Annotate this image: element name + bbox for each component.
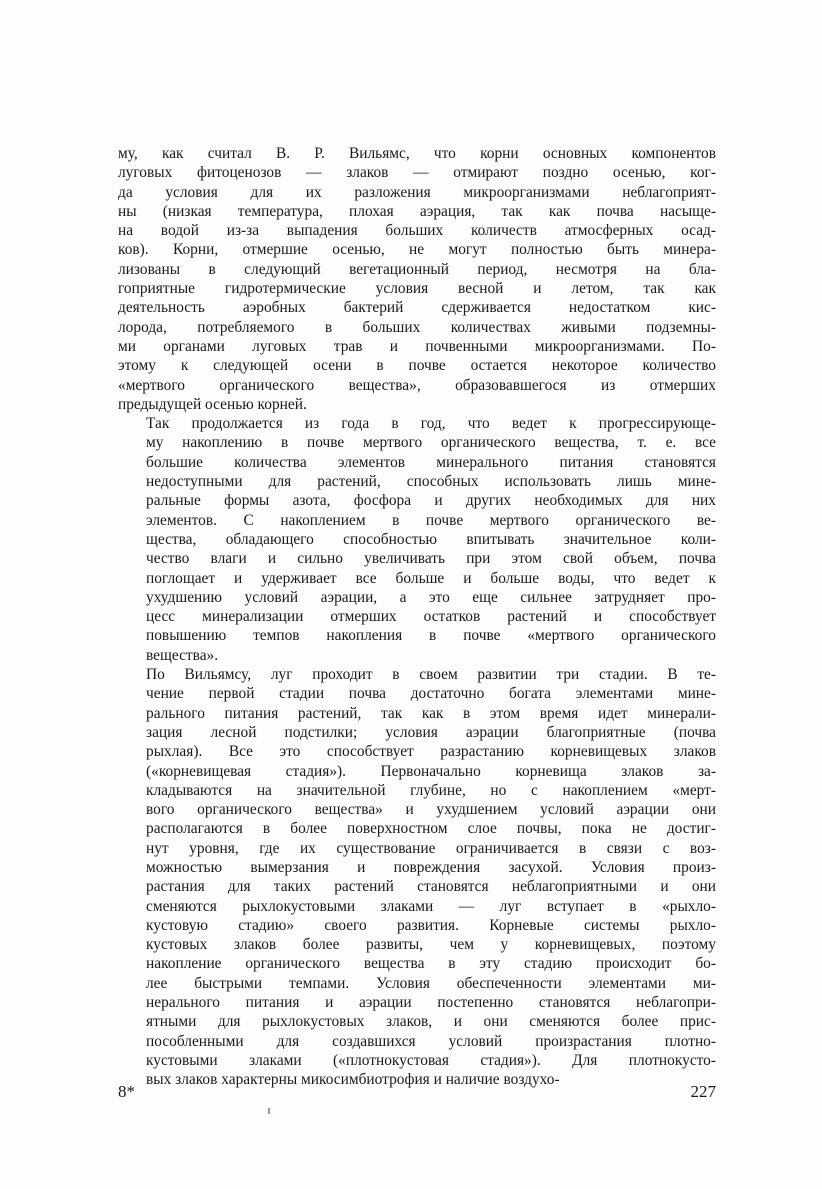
text-line: му накоплению в почве мертвого органического вещества, т. е. все: [146, 434, 716, 452]
text-line: («корневищевая стадия»). Первоначально корневища злаков за-: [146, 762, 716, 780]
paragraph: [118, 414, 716, 665]
text-line: гоприятные гидротермические условия весной и летом, так как: [118, 280, 716, 298]
text-line: можностью вымерзания и повреждения засухой. Условия произ-: [146, 858, 716, 876]
text-line: предыдущей осенью корней.: [118, 395, 307, 413]
text-line: ков). Корни, отмершие осенью, не могут полностью быть минера-: [118, 241, 716, 259]
text-line: этому к следующей осени в почве остается некоторое количество: [118, 357, 716, 375]
text-line: кладываются на значительной глубине, но с накоплением «мерт-: [146, 781, 716, 799]
text-line: вещества».: [146, 646, 219, 664]
text-line: кустовых злаков более развиты, чем у корневищевых, поэтому: [146, 936, 716, 954]
text-line: накопление органического вещества в эту стадию происходит бо-: [146, 955, 716, 973]
text-line: вых злаков характерны микосимбиотрофия и наличие воздухо-: [146, 1071, 560, 1089]
text-line: кустовую стадию» своего развития. Корневые системы рыхло-: [146, 916, 716, 934]
page-footer: [118, 1082, 716, 1106]
text-line: нут уровня, где их существование ограничивается в связи с воз-: [146, 839, 716, 857]
text-line: да условия для их разложения микроорганизмами неблагоприят-: [118, 183, 716, 201]
text-line: ятными для рыхлокустовых злаков, и они сменяются более прис-: [146, 1013, 716, 1031]
text-line: лее быстрыми темпами. Условия обеспеченности элементами ми-: [146, 974, 716, 992]
text-line: Так продолжается из года в год, что ведет к прогрессирующе-: [146, 415, 716, 433]
text-line: «мертвого органического вещества», образовавшегося из отмерших: [118, 376, 716, 394]
text-line: пособленными для создавшихся условий произрастания плотно-: [146, 1032, 716, 1050]
text-line: лизованы в следующий вегетационный период, несмотря на бла-: [118, 260, 716, 278]
text-line: повышению темпов накопления в почве «мертвого органического: [146, 627, 716, 645]
print-speck: [268, 1108, 270, 1114]
text-line: кустовыми злаками («плотнокустовая стадия»). Для плотнокусто-: [146, 1051, 716, 1069]
signature-mark: 8*: [118, 1082, 135, 1101]
text-line: вого органического вещества» и ухудшением условий аэрации они: [146, 801, 716, 819]
text-line: му, как считал В. Р. Вильямс, что корни основных компонентов: [118, 145, 716, 162]
text-line: щества, обладающего способностью впитывать значительное коли-: [146, 530, 716, 548]
body-text: [118, 144, 716, 1090]
text-line: сменяются рыхлокустовыми злаками — луг вступает в «рыхло-: [146, 897, 716, 915]
text-line: растания для таких растений становятся неблагоприятными и они: [146, 878, 716, 896]
text-line: По Вильямсу, луг проходит в своем развитии три стадии. В те-: [146, 666, 716, 684]
text-line: лорода, потребляемого в больших количествах живыми подземны-: [118, 318, 716, 336]
text-line: чество влаги и сильно увеличивать при этом свой объем, почва: [146, 550, 716, 568]
text-line: располагаются в более поверхностном слое почвы, пока не достиг-: [146, 820, 716, 838]
text-line: элементов. С накоплением в почве мертвого органического ве-: [146, 511, 716, 529]
text-line: зация лесной подстилки; условия аэрации благоприятные (почва: [146, 723, 716, 741]
text-line: большие количества элементов минерального питания становятся: [146, 453, 716, 471]
text-line: на водой из-за выпадения больших количеств атмосферных осад-: [118, 222, 716, 240]
text-line: рыхлая). Все это способствует разрастанию корневищевых злаков: [146, 743, 716, 761]
paragraph: [118, 665, 716, 1090]
text-line: деятельность аэробных бактерий сдерживается недостатком кис-: [118, 299, 716, 317]
text-line: ральные формы азота, фосфора и других необходимых для них: [146, 492, 716, 510]
text-line: поглощает и удерживает все больше и больше воды, что ведет к: [146, 569, 716, 587]
text-line: рального питания растений, так как в этом время идет минерали-: [146, 704, 716, 722]
text-line: ми органами луговых трав и почвенными микроорганизмами. По-: [118, 337, 716, 355]
text-line: ухудшению условий аэрации, а это еще сильнее затрудняет про-: [146, 588, 716, 606]
text-line: недоступными для растений, способных использовать лишь мине-: [146, 473, 716, 491]
text-line: цесс минерализации отмерших остатков растений и способствует: [146, 608, 716, 626]
paragraph: [118, 144, 716, 414]
text-line: нерального питания и аэрации постепенно становятся неблагопри-: [146, 994, 716, 1012]
text-line: луговых фитоценозов — злаков — отмирают поздно осенью, ког-: [118, 164, 716, 182]
page-number: 227: [690, 1082, 716, 1101]
text-line: чение первой стадии почва достаточно богата элементами мине-: [146, 685, 716, 703]
text-line: ны (низкая температура, плохая аэрация, так как почва насыще-: [118, 202, 716, 220]
